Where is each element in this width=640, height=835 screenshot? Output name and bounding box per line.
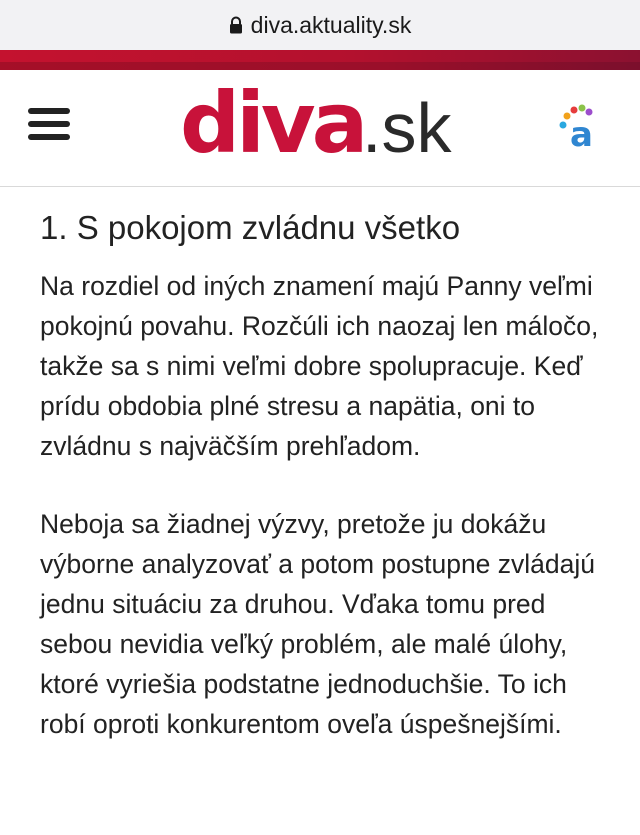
article-heading: 1. S pokojom zvládnu všetko [40,209,461,246]
brand-stripe-shade [0,62,640,70]
logo-main-text: diva [180,78,365,172]
url-display[interactable] [0,12,640,39]
article-paragraph-1: Na rozdiel od iných znamení majú Panny veľmi pokojnú povahu. Rozčúli ich naozaj len máločo, takže sa s nimi veľmi dobre spolupracuje. Keď prídu obdobia plné stresu a napätia, oni to zvládnu s najväčším prehľadom. [40,271,599,461]
site-header [0,70,640,187]
status-bar [0,0,640,4]
article-body [40,206,615,782]
article-paragraph-2: Neboja sa žiadnej výzvy, pretože ju dokážu výborne analyzovať a potom postupne zvládajú jednu situáciu za druhou. Vďaka tomu pred sebou nevidia veľký problém, ale malé úlohy, ktoré vyriešia podstatne jednoduchšie. To ich robí oproti konkurentom oveľa úspešnejšími. [40,509,596,739]
aktuality-a-icon[interactable] [558,104,604,150]
site-logo[interactable] [180,78,470,174]
browser-url-bar[interactable] [0,0,640,50]
url-text: diva.aktuality.sk [250,12,412,38]
hamburger-menu-icon[interactable] [28,108,70,144]
partner-letter: a [570,115,593,150]
logo-suffix-text: .sk [362,89,452,167]
lock-icon [229,16,243,34]
